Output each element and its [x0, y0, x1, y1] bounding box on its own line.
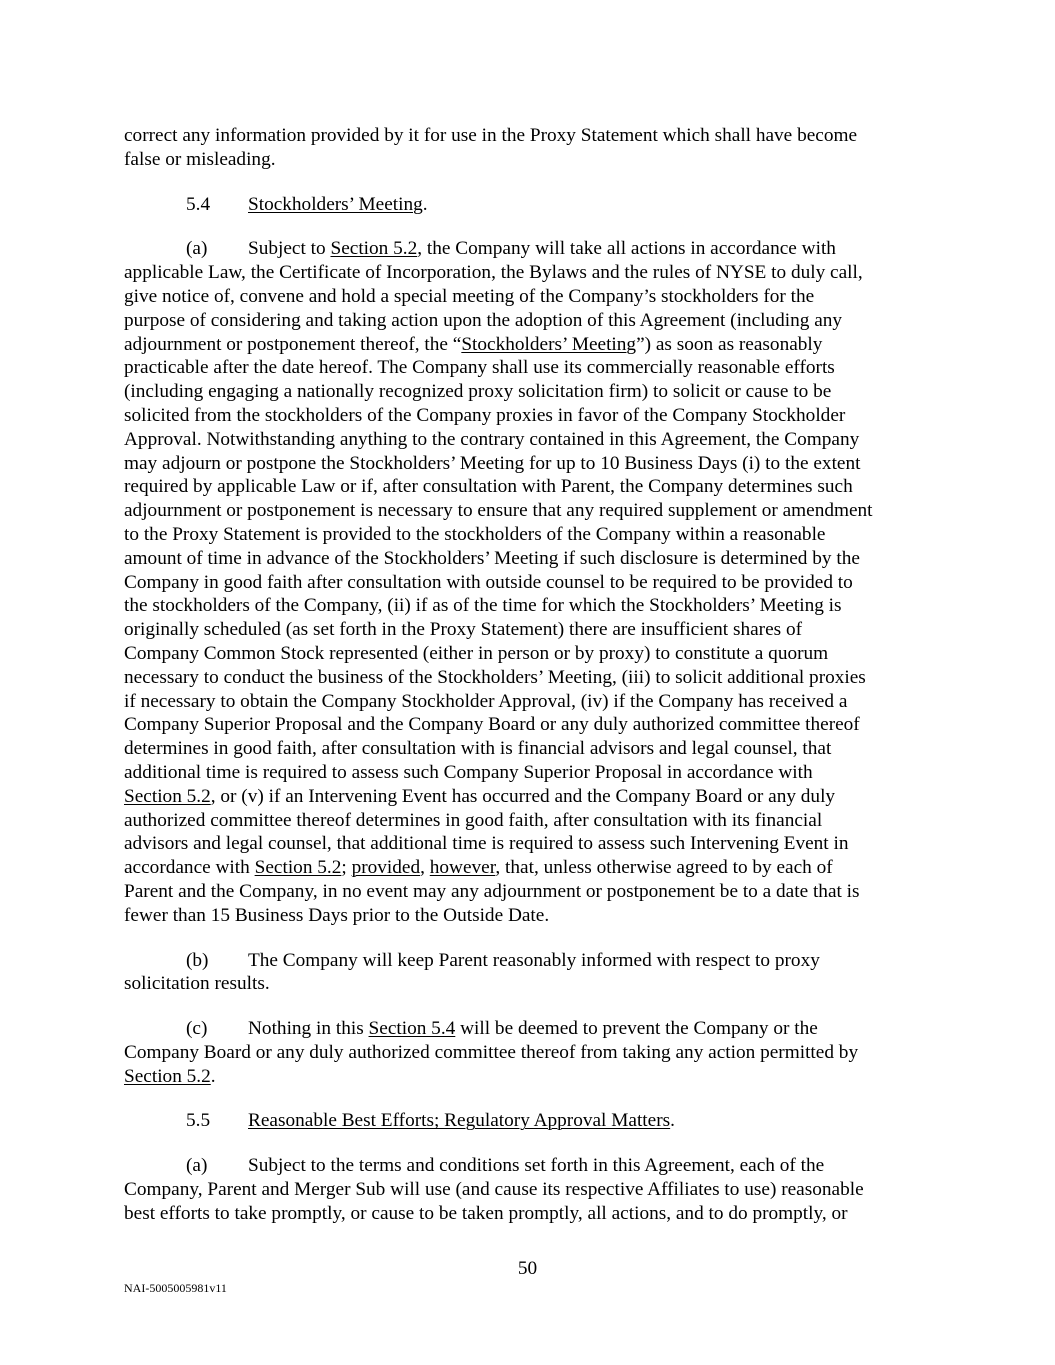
text-line: Approval. Notwithstanding anything to the contrary contained in this Agreement, the Company [124, 428, 860, 450]
paragraph-label: (a) [186, 238, 208, 260]
text-line: practicable after the date hereof. The Company shall use its commercially reasonable efforts [124, 357, 835, 379]
text-line: to the Proxy Statement is provided to the stockholders of the Company within a reasonable [124, 523, 826, 545]
text-line: determines in good faith, after consultation with is financial advisors and legal counsel, that [124, 738, 832, 760]
text-line [124, 237, 934, 261]
text-line [124, 856, 934, 880]
text-line [124, 1065, 934, 1089]
text-run: will be deemed to prevent the Company or the [455, 1018, 818, 1040]
text-line [124, 1017, 934, 1041]
text-line [124, 785, 934, 809]
text-line: purpose of considering and taking action upon the adoption of this Agreement (including any [124, 309, 843, 331]
text-run: Subject to the terms and conditions set forth in this Agreement, each of the [248, 1155, 825, 1177]
text-line: best efforts to take promptly, or cause to be taken promptly, all actions, and to do promptly, or [124, 1202, 848, 1224]
text-run: ; [341, 857, 352, 879]
cross-reference: Section 5.2 [254, 857, 342, 879]
cross-reference: Section 5.2 [124, 1065, 211, 1087]
text-line: the stockholders of the Company, (ii) if as of the time for which the Stockholders’ Meeting is [124, 595, 842, 617]
document-id: NAI-5005005981v11 [124, 1281, 227, 1295]
section-title: Stockholders’ Meeting [248, 193, 423, 215]
text-line: (including engaging a nationally recognized proxy solicitation firm) to solicit or cause to be [124, 381, 832, 403]
text-run: , [420, 857, 430, 879]
text-line: Company, Parent and Merger Sub will use (and cause its respective Affiliates to use) reasonable [124, 1179, 864, 1201]
text-line: Company Superior Proposal and the Company Board or any duly authorized committee thereof [124, 714, 860, 736]
section-title: Reasonable Best Efforts; Regulatory Approval Matters [248, 1110, 671, 1132]
section-title-period: . [670, 1110, 675, 1132]
text-line: necessary to conduct the business of the Stockholders’ Meeting, (iii) to solicit additional proxies [124, 666, 866, 688]
text-run: , the Company will take all actions in accordance with [417, 238, 836, 260]
section-heading-5-5 [124, 1109, 934, 1133]
text-run: adjournment or postponement thereof, the “ [124, 333, 462, 355]
text-line: Company in good faith after consultation with outside counsel to be required to be provided to [124, 571, 853, 593]
text-run: Nothing in this [248, 1018, 369, 1040]
text-line: correct any information provided by it for use in the Proxy Statement which shall have become [124, 125, 858, 146]
paragraph-5-4-c [124, 1017, 934, 1088]
proviso-term: provided [351, 857, 421, 879]
paragraph-5-4-b [124, 949, 934, 997]
text-line: give notice of, convene and hold a special meeting of the Company’s stockholders for the [124, 285, 815, 307]
text-line [124, 949, 934, 973]
text-line: Parent and the Company, in no event may any adjournment or postponement be to a date that is [124, 880, 860, 902]
cross-reference: Section 5.2 [330, 238, 418, 260]
document-body [124, 124, 934, 1247]
section-number: 5.4 [186, 193, 211, 215]
section-number: 5.5 [186, 1110, 211, 1132]
text-line: may adjourn or postpone the Stockholders’ Meeting for up to 10 Business Days (i) to the extent [124, 452, 861, 474]
text-line: fewer than 15 Business Days prior to the Outside Date. [124, 904, 550, 926]
text-line: Company Board or any duly authorized committee thereof from taking any action permitted by [124, 1041, 859, 1063]
text-line: Company Common Stock represented (either in person or by proxy) to constitute a quorum [124, 642, 829, 664]
text-run: The Company will keep Parent reasonably informed with respect to proxy [248, 949, 820, 971]
proviso-term: however [429, 857, 496, 879]
paragraph-5-5-a [124, 1154, 934, 1225]
text-line: originally scheduled (as set forth in the Proxy Statement) there are insufficient shares of [124, 619, 803, 641]
text-line: advisors and legal counsel, that additional time is required to assess such Intervening Event in [124, 833, 849, 855]
text-line: authorized committee thereof determines in good faith, after consultation with its financial [124, 809, 823, 831]
text-run: ”) as soon as reasonably [636, 333, 823, 355]
section-heading-5-4 [124, 193, 934, 217]
text-run: . [210, 1065, 216, 1087]
text-line [124, 333, 934, 357]
text-line: solicitation results. [124, 973, 270, 995]
text-line [124, 1154, 934, 1178]
text-line: applicable Law, the Certificate of Incorporation, the Bylaws and the rules of NYSE to duly call, [124, 262, 863, 284]
defined-term: Stockholders’ Meeting [461, 333, 637, 355]
continued-paragraph [124, 124, 934, 172]
text-line: adjournment or postponement is necessary to ensure that any required supplement or amendment [124, 500, 873, 522]
text-run: Subject to [248, 238, 331, 260]
text-run: , that, unless otherwise agreed to by each of [495, 857, 833, 879]
text-line: solicited from the stockholders of the Company proxies in favor of the Company Stockholder [124, 404, 846, 426]
text-run: , or (v) if an Intervening Event has occurred and the Company Board or any duly [210, 785, 836, 807]
paragraph-label: (c) [186, 1018, 208, 1040]
section-title-period: . [422, 193, 428, 215]
paragraph-label: (a) [186, 1155, 208, 1177]
text-line: if necessary to obtain the Company Stockholder Approval, (iv) if the Company has received a [124, 690, 848, 712]
cross-reference: Section 5.2 [124, 785, 211, 807]
cross-reference: Section 5.4 [368, 1018, 456, 1040]
text-line: amount of time in advance of the Stockholders’ Meeting if such disclosure is determined by the [124, 547, 860, 569]
text-run: accordance with [124, 857, 255, 879]
paragraph-5-4-a [124, 237, 934, 927]
text-line: false or misleading. [124, 148, 276, 170]
page-number: 50 [517, 1258, 538, 1279]
text-line: additional time is required to assess such Company Superior Proposal in accordance with [124, 761, 813, 783]
paragraph-label: (b) [186, 949, 209, 971]
text-line: required by applicable Law or if, after consultation with Parent, the Company determines such [124, 476, 853, 498]
